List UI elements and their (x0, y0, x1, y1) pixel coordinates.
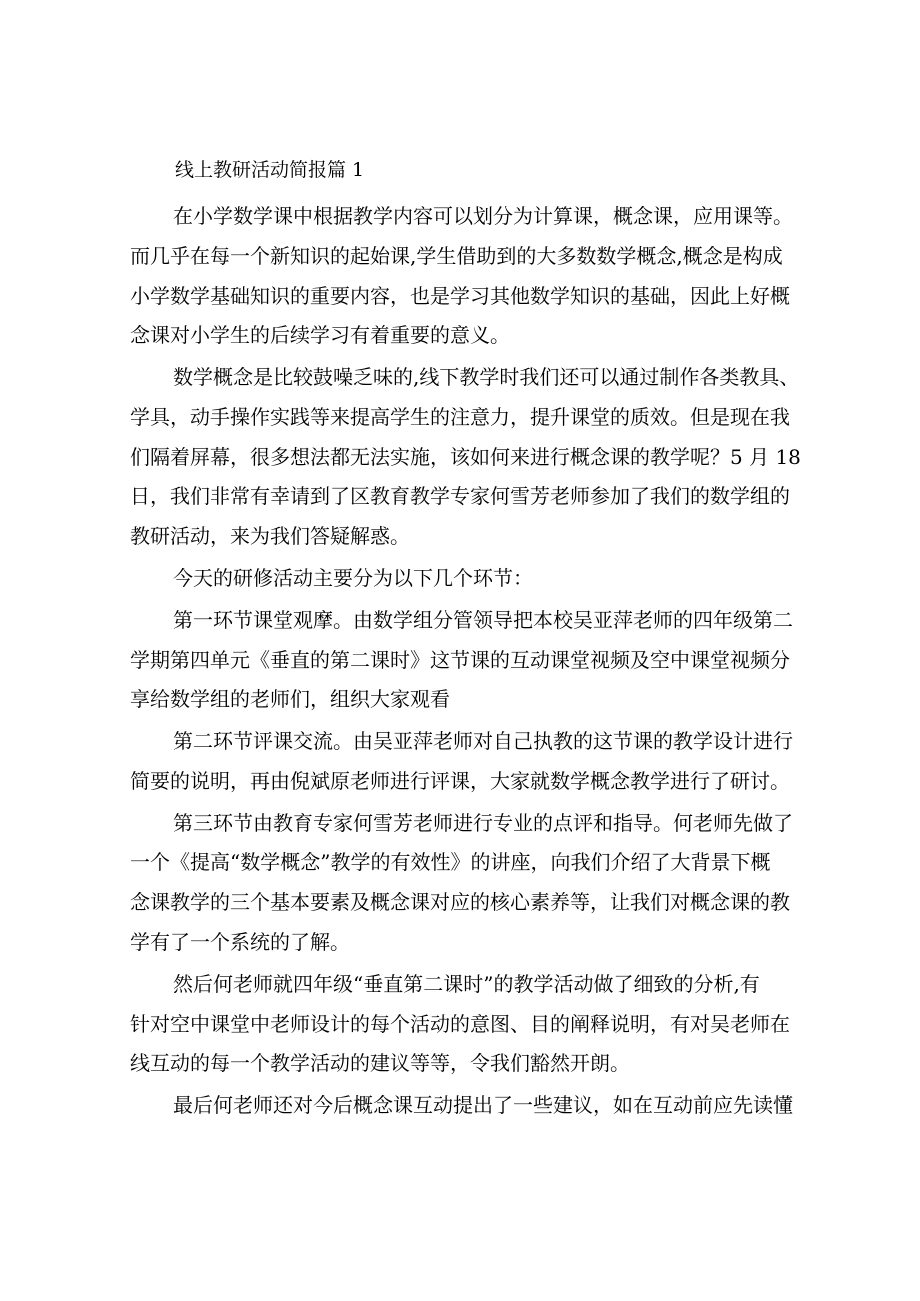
text-line: 们隔着屏幕，很多想法都无法实施，该如何来进行概念课的教学呢？5 月 18 (130, 445, 801, 469)
text-line: 今天的研修活动主要分为以下几个环节： (173, 566, 533, 590)
text-line: 最后何老师还对今后概念课互动提出了一些建议，如在互动前应先读懂 (173, 1093, 793, 1117)
text-line: 第三环节由教育专家何雪芳老师进行专业的点评和指导。何老师先做了 (173, 811, 793, 835)
document-title: 线上教研活动简报篇 1 (175, 159, 365, 181)
text-line: 第一环节课堂观摩。由数学组分管领导把本校吴亚萍老师的四年级第二 (173, 608, 793, 632)
text-line: 学期第四单元《垂直的第二课时》这节课的互动课堂视频及空中课堂视频分 (130, 648, 790, 672)
text-line: 线互动的每一个教学活动的建议等等，令我们豁然开朗。 (130, 1051, 630, 1075)
text-line: 而几乎在每一个新知识的起始课,学生借助到的大多数数学概念,概念是构成 (130, 244, 783, 268)
text-line: 在小学数学课中根据教学内容可以划分为计算课，概念课，应用课等。 (173, 204, 793, 228)
text-line: 一个《提高“数学概念”教学的有效性》的讲座，向我们介绍了大背景下概 (130, 850, 771, 874)
text-line: 享给数学组的老师们，组织大家观看 (130, 687, 450, 711)
text-line: 日，我们非常有幸请到了区教育教学专家何雪芳老师参加了我们的数学组的 (130, 484, 790, 508)
text-line: 学有了一个系统的了解。 (130, 930, 350, 954)
text-line: 小学数学基础知识的重要内容，也是学习其他数学知识的基础，因此上好概 (130, 284, 790, 308)
text-line: 念课教学的三个基本要素及概念课对应的核心素养等，让我们对概念课的教 (130, 890, 790, 914)
text-line: 教研活动，来为我们答疑解惑。 (130, 524, 410, 548)
text-line: 针对空中课堂中老师设计的每个活动的意图、目的阐释说明，有对吴老师在 (130, 1012, 790, 1036)
text-line: 然后何老师就四年级“垂直第二课时”的教学活动做了细致的分析,有 (173, 972, 760, 996)
text-line: 学具，动手操作实践等来提高学生的注意力，提升课堂的质效。但是现在我 (130, 405, 790, 429)
text-line: 念课对小学生的后续学习有着重要的意义。 (130, 323, 510, 347)
text-line: 数学概念是比较鼓噪乏味的,线下教学时我们还可以通过制作各类教具、 (173, 365, 800, 389)
text-line: 第二环节评课交流。由吴亚萍老师对自己执教的这节课的教学设计进行 (173, 729, 793, 753)
text-line: 简要的说明，再由倪斌原老师进行评课，大家就数学概念教学进行了研讨。 (130, 769, 790, 793)
